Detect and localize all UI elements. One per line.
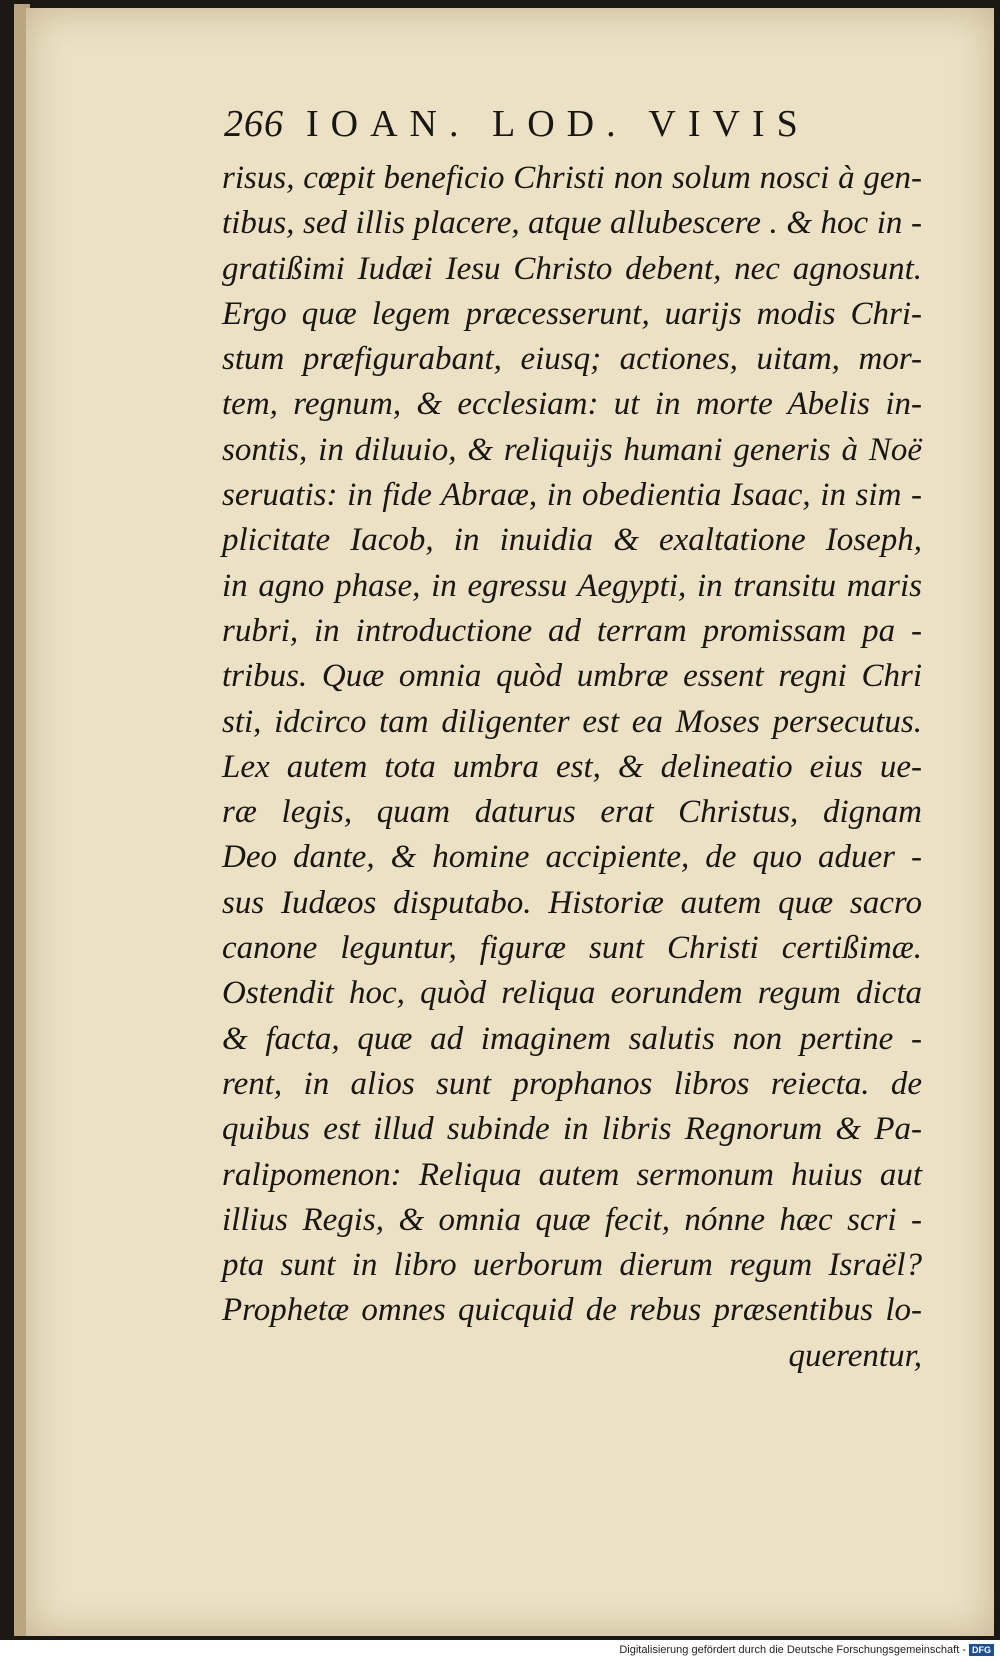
text-line: in agno phase, in egressu Aegypti, in transitu maris [222, 567, 922, 604]
text-line: sus Iudæos disputabo. Historiæ autem quæ sacro [222, 884, 922, 921]
text-line: & facta, quæ ad imaginem salutis non pertine - [222, 1020, 922, 1057]
text-line: illius Regis, & omnia quæ fecit, nónne hæc scri - [222, 1201, 922, 1238]
text-line: Prophetæ omnes quicquid de rebus præsentibus lo- [222, 1292, 922, 1329]
text-line: plicitate Iacob, in inuidia & exaltatione Ioseph, [222, 522, 922, 559]
text-line: ræ legis, quam daturus erat Christus, dignam [222, 794, 922, 831]
dfg-logo-icon: DFG [969, 1644, 994, 1656]
text-line: stum præfigurabant, eiusq; actiones, uitam, mor- [222, 341, 922, 378]
text-line: risus, cœpit beneficio Christi non solum nosci à gen- [222, 160, 922, 196]
text-line: ralipomenon: Reliqua autem sermonum huius aut [222, 1156, 922, 1193]
credit-text: Digitalisierung gefördert durch die Deutsche Forschungsgemeinschaft - [619, 1644, 966, 1656]
text-line: sontis, in diluuio, & reliquijs humani generis à Noë [222, 431, 922, 468]
running-title: IOAN. LOD. VIVIS [306, 103, 810, 145]
text-line: tibus, sed illis placere, atque allubescere . & hoc in - [222, 205, 922, 242]
text-line: Lex autem tota umbra est, & delineatio eius ue- [222, 748, 922, 785]
text-line: gratißimi Iudæi Iesu Christo debent, nec agnosunt. [222, 250, 922, 287]
text-line: pta sunt in libro uerborum dierum regum Israël? [222, 1247, 922, 1284]
text-line: sti, idcirco tam diligenter est ea Moses persecutus. [222, 703, 922, 740]
catchword: querentur, [788, 1337, 922, 1374]
running-head [224, 102, 904, 152]
digitization-credit [600, 1644, 994, 1660]
body-text [222, 156, 922, 1379]
text-line: rent, in alios sunt prophanos libros reiecta. de [222, 1065, 922, 1102]
text-line: tem, regnum, & ecclesiam: ut in morte Abelis in- [222, 386, 922, 423]
text-line: Deo dante, & homine accipiente, de quo aduer - [222, 839, 922, 876]
text-line: Ergo quæ legem præcesserunt, uarijs modis Chri- [222, 295, 922, 332]
text-line: Ostendit hoc, quòd reliqua eorundem regum dicta [222, 975, 922, 1012]
text-line: quibus est illud subinde in libris Regnorum & Pa- [222, 1111, 922, 1148]
text-line: rubri, in introductione ad terram promissam pa - [222, 612, 922, 649]
page-number: 266 [224, 103, 284, 145]
text-line: seruatis: in fide Abraæ, in obedientia Isaac, in sim - [222, 477, 922, 514]
text-line: tribus. Quæ omnia quòd umbræ essent regni Chri [222, 658, 922, 695]
text-line: canone leguntur, figuræ sunt Christi certißimæ. [222, 930, 922, 967]
